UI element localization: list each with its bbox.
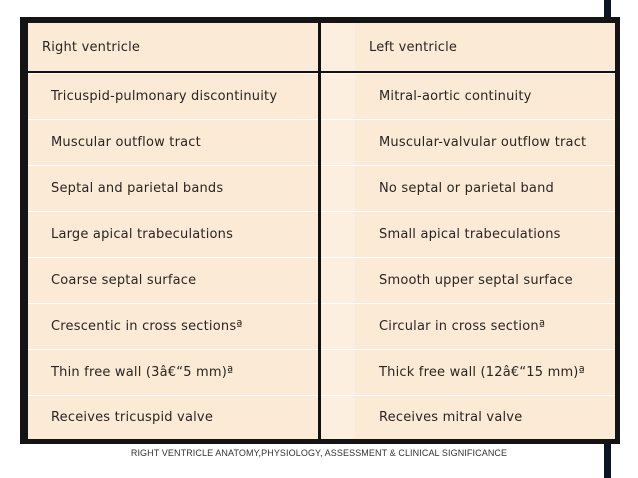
left-ventricle-cell: Thick free wall (12â€“15 mm)ª: [379, 365, 585, 380]
table-row: [28, 211, 615, 257]
left-ventricle-cell: Muscular-valvular outflow tract: [379, 135, 587, 150]
table-row: [28, 165, 615, 211]
header-right-ventricle: Right ventricle: [42, 39, 141, 55]
right-ventricle-cell: Septal and parietal bands: [51, 181, 224, 196]
table-row: [28, 257, 615, 303]
comparison-table: [20, 17, 620, 444]
right-ventricle-cell: Receives tricuspid valve: [51, 410, 214, 425]
left-ventricle-cell: Mitral-aortic continuity: [379, 89, 532, 104]
left-ventricle-cell: Circular in cross sectionª: [379, 319, 546, 334]
right-ventricle-cell: Crescentic in cross sectionsª: [51, 319, 243, 334]
table-row: [28, 119, 615, 165]
left-ventricle-cell: Receives mitral valve: [379, 410, 523, 425]
left-ventricle-cell: Smooth upper septal surface: [379, 273, 573, 288]
right-ventricle-cell: Thin free wall (3â€“5 mm)ª: [51, 365, 234, 380]
header-left-ventricle: Left ventricle: [369, 39, 458, 55]
table-row: [28, 349, 615, 395]
slide-footer: RIGHT VENTRICLE ANATOMY,PHYSIOLOGY, ASSESSMENT & CLINICAL SIGNIFICANCE: [130, 448, 508, 458]
table-header-row: [28, 23, 615, 73]
table-row: [28, 303, 615, 349]
column-divider: [318, 23, 321, 439]
right-ventricle-cell: Coarse septal surface: [51, 273, 197, 288]
table-row: [28, 395, 615, 439]
right-ventricle-cell: Large apical trabeculations: [51, 227, 234, 242]
right-ventricle-cell: Tricuspid-pulmonary discontinuity: [51, 89, 278, 104]
table-row: [28, 73, 615, 119]
left-ventricle-cell: Small apical trabeculations: [379, 227, 561, 242]
right-ventricle-cell: Muscular outflow tract: [51, 135, 201, 150]
left-ventricle-cell: No septal or parietal band: [379, 181, 554, 196]
table-grid: [28, 23, 615, 439]
